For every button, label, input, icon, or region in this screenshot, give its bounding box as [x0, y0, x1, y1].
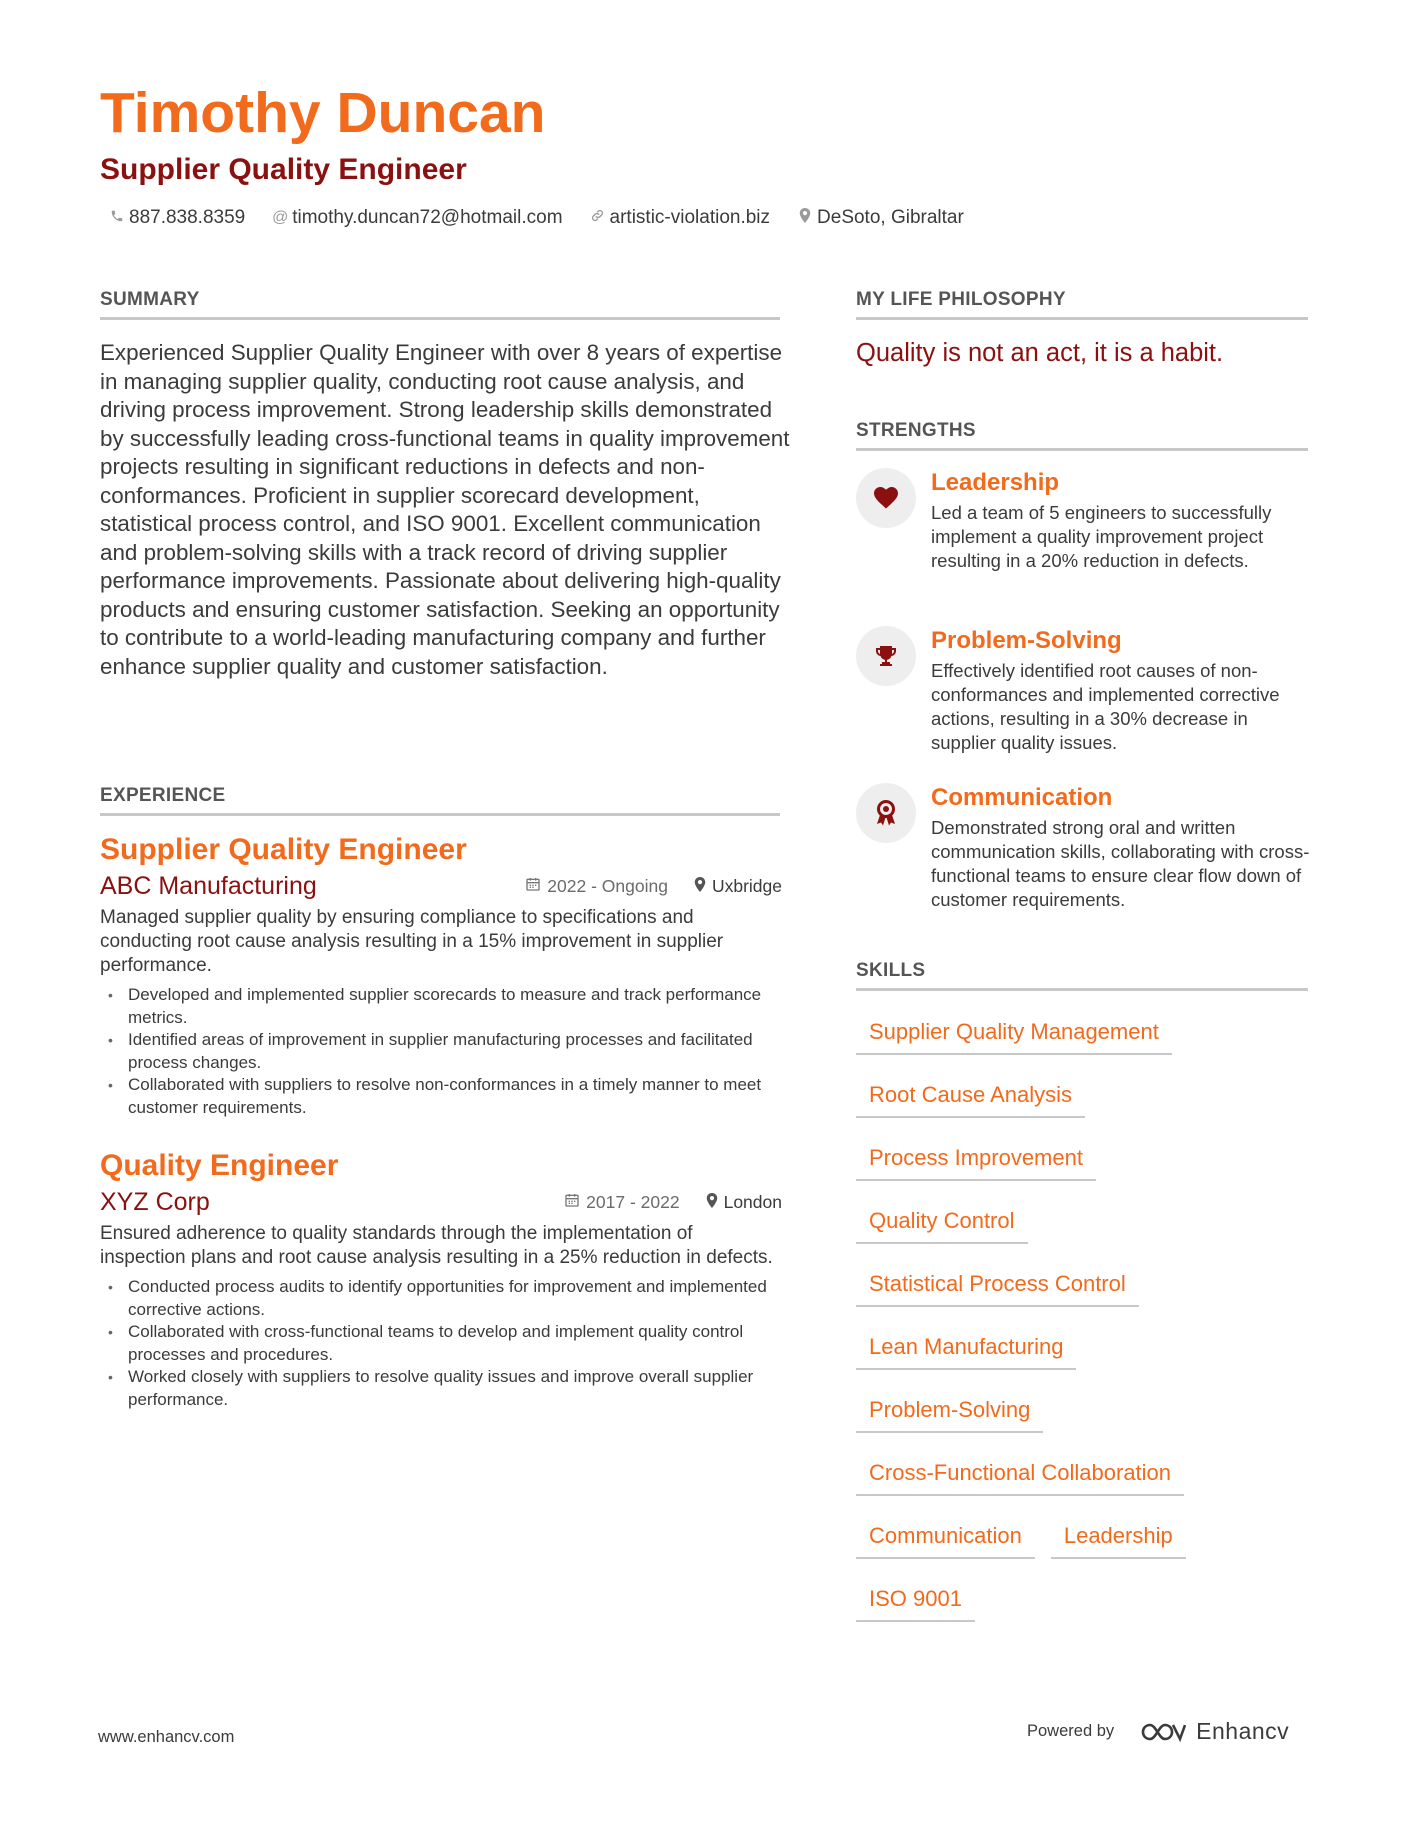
contact-website[interactable] [589, 207, 771, 229]
job-bullet: • Worked closely with suppliers to resolve quality issues and improve overall supplier performance. [100, 1366, 782, 1411]
job-bullet: • Collaborated with suppliers to resolve non-conformances in a timely manner to meet customer requirements. [100, 1074, 782, 1119]
job-bullet: • Identified areas of improvement in supplier manufacturing processes and facilitated process changes. [100, 1029, 782, 1074]
philosophy-heading: MY LIFE PHILOSOPHY [856, 289, 1308, 320]
job-meta [538, 1192, 782, 1213]
strengths-heading: STRENGTHS [856, 420, 1308, 451]
job-header-row [100, 870, 782, 902]
location-pin-icon [796, 208, 814, 228]
job-header-row [100, 1186, 782, 1218]
job-bullet: • Conducted process audits to identify opportunities for improvement and implemented corrective actions. [100, 1276, 782, 1321]
skill-tag: Process Improvement [856, 1138, 1096, 1181]
job-bullets [100, 984, 782, 1119]
award-icon [856, 783, 916, 843]
phone-icon [108, 209, 126, 228]
phone-text: 887.838.8359 [129, 207, 246, 228]
job-bullet: • Collaborated with cross-functional teams to develop and implement quality control processes and procedures. [100, 1321, 782, 1366]
philosophy-quote: Quality is not an act, it is a habit. [856, 339, 1224, 367]
job-description: Ensured adherence to quality standards through the implementation of inspection plans and root cause analysis resulting in a 25% reduction in defects. [100, 1223, 773, 1268]
summary-text: Experienced Supplier Quality Engineer with over 8 years of expertise in managing supplier quality, conducting root cause analysis, and driving process improvement. Strong leadership skills demonstrated by successfully leading cross-functional teams in quality improvement projects resulting in significant reductions in defects and non-conformances. Proficient in supplier scorecard development, statistical process control, and ISO 9001. Excellent communication and problem-solving skills with a track record of driving supplier performance improvements. Passionate about delivering high-quality products and ensuring customer satisfaction. Seeking an opportunity to contribute to a world-leading manufacturing company and further enhance supplier quality and customer satisfaction. [100, 340, 790, 679]
job-entry [100, 1148, 782, 1411]
company-name: XYZ Corp [100, 1188, 210, 1216]
link-icon [589, 208, 607, 228]
skills-heading: SKILLS [856, 960, 1308, 991]
job-dates-text: 2022 - Ongoing [547, 875, 668, 896]
strength-body [931, 783, 1316, 912]
heart-icon [856, 468, 916, 528]
job-meta [499, 876, 782, 897]
strength-description: Demonstrated strong oral and written communication skills, collaborating with cross-functional teams to ensure clear flow down of customer requirements. [931, 817, 1310, 910]
skill-tag: Quality Control [856, 1201, 1028, 1244]
experience-heading: EXPERIENCE [100, 785, 780, 816]
candidate-name: Timothy Duncan [100, 81, 546, 145]
trophy-icon [856, 626, 916, 686]
website-text: artistic-violation.biz [609, 207, 771, 228]
calendar-icon [564, 1192, 580, 1212]
skill-tag: Root Cause Analysis [856, 1075, 1085, 1118]
location-text: DeSoto, Gibraltar [817, 207, 964, 228]
job-location [694, 876, 782, 897]
skill-tag: Lean Manufacturing [856, 1327, 1076, 1370]
skill-tag: Communication [856, 1516, 1035, 1559]
infinity-logo-icon [1140, 1720, 1186, 1744]
calendar-icon [525, 876, 541, 896]
skill-tag: Supplier Quality Management [856, 1012, 1172, 1055]
strength-description: Led a team of 5 engineers to successfully implement a quality improvement project resulting in a 20% reduction in defects. [931, 502, 1272, 571]
job-title: Supplier Quality Engineer [100, 833, 467, 866]
at-icon: @ [272, 209, 289, 226]
strength-body [931, 626, 1316, 755]
strength-description: Effectively identified root causes of non-conformances and implemented corrective actions, resulting in a 30% decrease in supplier quality issues. [931, 660, 1280, 753]
job-title: Quality Engineer [100, 1149, 339, 1182]
contact-location [796, 207, 964, 229]
summary-heading: SUMMARY [100, 289, 780, 320]
brand-logo[interactable] [1140, 1718, 1289, 1745]
brand-name: Enhancv [1196, 1718, 1290, 1744]
contact-email[interactable] [271, 207, 562, 229]
location-pin-icon [694, 877, 706, 896]
job-location-text: London [723, 1191, 782, 1212]
footer-branding [1027, 1718, 1289, 1745]
skill-tag: Problem-Solving [856, 1390, 1043, 1433]
job-bullet: • Developed and implemented supplier scorecards to measure and track performance metrics. [100, 984, 782, 1029]
candidate-role: Supplier Quality Engineer [100, 153, 467, 186]
skill-tag: Leadership [1051, 1516, 1186, 1559]
location-pin-icon [706, 1193, 718, 1212]
skill-tag: ISO 9001 [856, 1579, 975, 1622]
strength-title: Problem-Solving [931, 627, 1122, 654]
job-dates [564, 1192, 679, 1213]
strength-title: Communication [931, 784, 1113, 811]
email-text: timothy.duncan72@hotmail.com [292, 207, 563, 228]
footer-website[interactable]: www.enhancv.com [98, 1728, 235, 1746]
contact-bar [108, 207, 990, 229]
skills-list [856, 1012, 1316, 1642]
skill-tag: Statistical Process Control [856, 1264, 1139, 1307]
job-dates [525, 876, 668, 897]
job-location-text: Uxbridge [711, 875, 782, 896]
job-description: Managed supplier quality by ensuring compliance to specifications and conducting root cause analysis resulting in a 15% improvement in supplier performance. [100, 907, 724, 976]
skill-tag: Cross-Functional Collaboration [856, 1453, 1184, 1496]
job-location [706, 1192, 782, 1213]
strength-body [931, 468, 1316, 573]
job-dates-text: 2017 - 2022 [586, 1191, 680, 1212]
job-bullets [100, 1276, 782, 1411]
company-name: ABC Manufacturing [100, 872, 317, 900]
powered-by-label: Powered by [1027, 1722, 1115, 1740]
contact-phone [108, 207, 245, 229]
job-entry [100, 832, 782, 1119]
strength-title: Leadership [931, 469, 1060, 496]
